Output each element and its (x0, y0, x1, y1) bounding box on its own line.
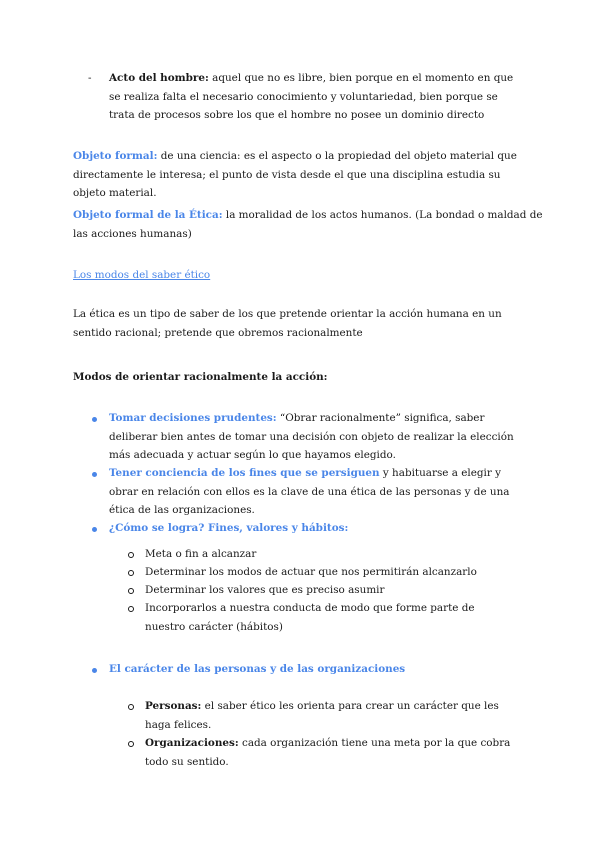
bullet-item-fines (109, 464, 529, 520)
modos-saber-etico-link-wrapper (73, 266, 210, 285)
caracter-item-personas (145, 697, 525, 734)
sub-item: Determinar los modos de actuar que nos permitirán alcanzarlo (145, 566, 477, 578)
caracter-heading: El carácter de las personas y de las organizaciones (109, 663, 406, 675)
sub-bullet-circle (128, 741, 134, 747)
bullet-dot (92, 472, 97, 477)
acto-text: aquel que no es libre, bien porque en el momento en que se realiza falta el necesario conocimiento y voluntariedad, bien porque se trata de procesos sobre los que el hombre no posee un dominio directo (109, 72, 514, 121)
bullet-dot (92, 417, 97, 422)
bullet-label: ¿Cómo se logra? Fines, valores y hábitos: (109, 522, 349, 534)
sub-bullet-circle (128, 606, 134, 612)
caracter-item-label: Organizaciones: (145, 737, 239, 749)
sub-item: Determinar los valores que es preciso asumir (145, 584, 385, 596)
acto-del-hombre-paragraph (109, 69, 519, 125)
caracter-item-text: el saber ético les orienta para crear un carácter que les haga felices. (145, 700, 499, 731)
bullet-dot (92, 668, 97, 673)
bullet-label: Tomar decisiones prudentes: (109, 412, 277, 424)
sub-item: Meta o fin a alcanzar (145, 548, 257, 560)
sub-bullet-circle (128, 552, 134, 558)
objeto-formal-label: Objeto formal: (73, 150, 158, 162)
sub-bullet-circle (128, 588, 134, 594)
bullet-dot (92, 527, 97, 532)
objeto-etica-label: Objeto formal de la Ética: (73, 209, 223, 221)
objeto-etica-text: la moralidad de los actos humanos. (La bondad o maldad de las acciones humanas) (73, 209, 543, 240)
acto-label: Acto del hombre: (109, 72, 209, 84)
modos-saber-etico-link[interactable]: Los modos del saber ético (73, 269, 211, 281)
caracter-item-organizaciones (145, 734, 530, 771)
bullet-label: Tener conciencia de los fines que se persiguen (109, 467, 380, 479)
bullet-item-como (109, 519, 529, 538)
objeto-formal-paragraph (73, 147, 533, 203)
bullet-item-decisiones (109, 409, 529, 465)
bullet-text: “Obrar racionalmente” significa, saber deliberar bien antes de tomar una decisión con objeto de realizar la elección más adecuada y actuar según lo que hayamos elegido. (109, 412, 514, 461)
intro-paragraph: La ética es un tipo de saber de los que pretende orientar la acción humana en un sentido racional; pretende que obremos racionalmente (73, 308, 502, 339)
dash-marker: - (88, 72, 92, 84)
sub-bullet-circle (128, 704, 134, 710)
sub-item: Incorporarlos a nuestra conducta de modo que forme parte de nuestro carácter (hábitos) (145, 602, 475, 633)
caracter-item-text: cada organización tiene una meta por la que cobra todo su sentido. (145, 737, 511, 768)
caracter-item-label: Personas: (145, 700, 202, 712)
sub-bullet-circle (128, 570, 134, 576)
modos-heading: Modos de orientar racionalmente la acción: (73, 371, 328, 383)
bullet-text: y habituarse a elegir y obrar en relación con ellos es la clave de una ética de las personas y de una ética de las organizaciones. (109, 467, 510, 516)
objeto-formal-text: de una ciencia: es el aspecto o la propiedad del objeto material que directamente le interesa; el punto de vista desde el que una disciplina estudia su objeto material. (73, 150, 517, 199)
objeto-etica-paragraph (73, 206, 543, 243)
